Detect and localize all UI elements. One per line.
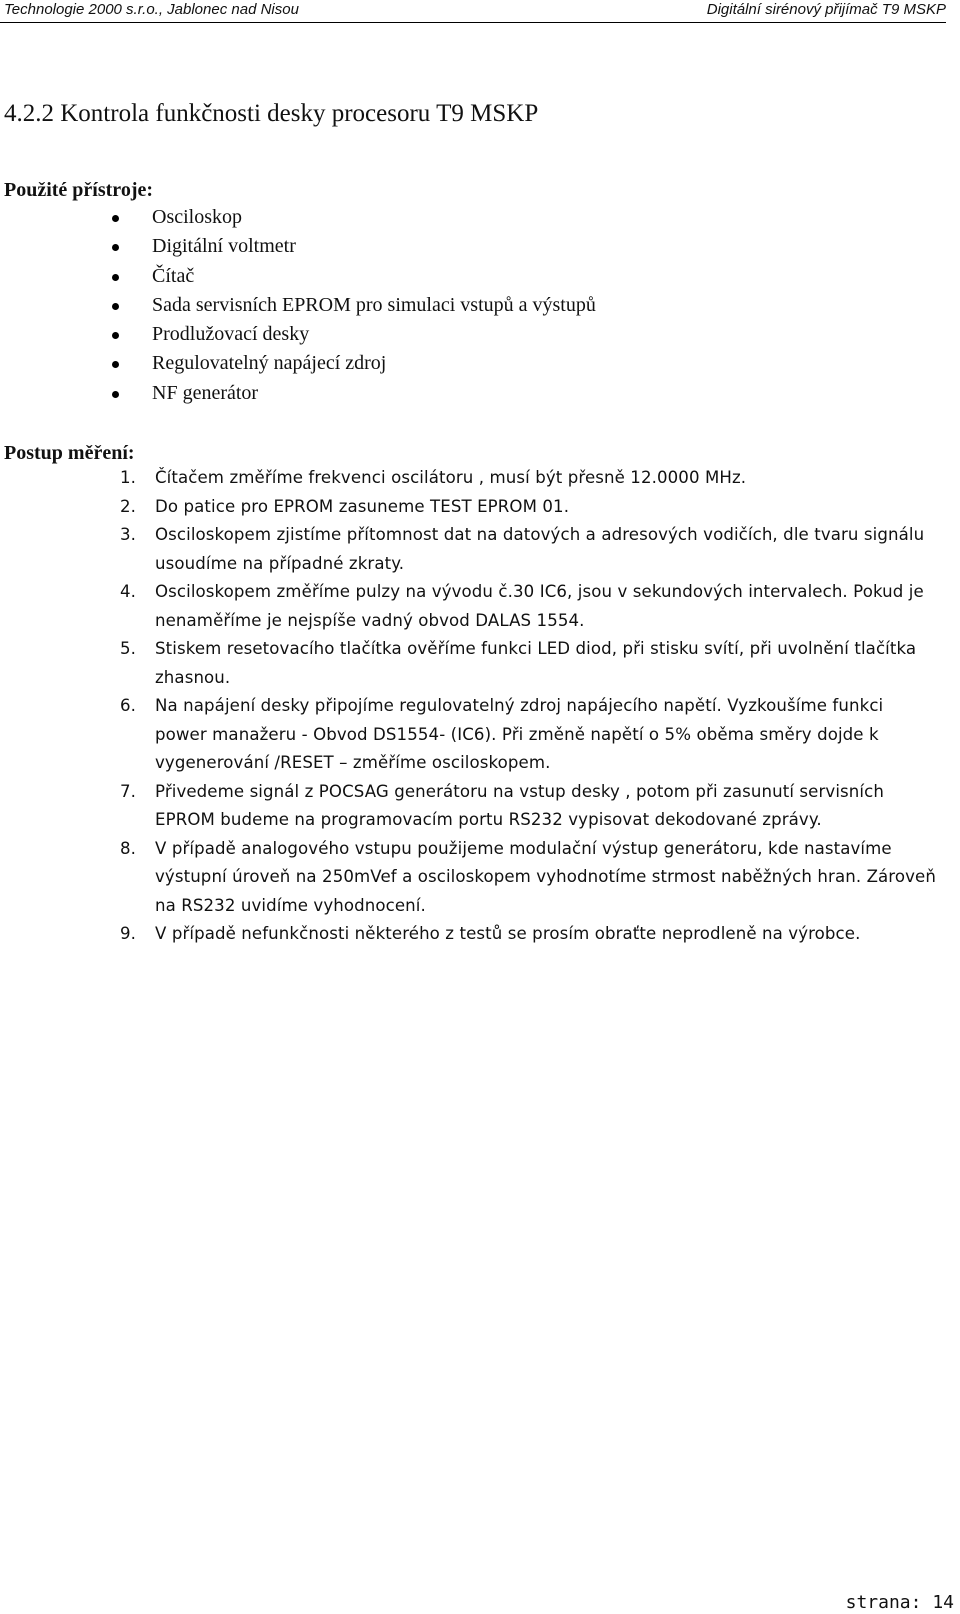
step-number: 1. [120,468,137,487]
list-item [104,232,596,261]
step-text: Osciloskopem zjistíme přítomnost dat na datových a adresových vodičích, dle tvaru signálu usoudíme na případné zkraty. [155,525,925,573]
procedure-step [120,692,940,778]
instrument-label: NF generátor [152,381,259,404]
step-number: 8. [120,838,137,858]
instrument-label: Čítač [152,264,195,287]
step-text: Přivedeme signál z POCSAG generátoru na vstup desky , potom při zasunutí servisních EPROM budeme na programovacím portu RS232 vypisovat dekodované zprávy. [155,781,884,829]
list-item [104,349,596,378]
bullet-icon [112,361,119,368]
header-company: Technologie 2000 s.r.o., Jablonec nad Nisou [4,1,299,18]
step-number: 9. [120,924,137,943]
page-header [0,0,946,23]
instrument-label: Regulovatelný napájecí zdroj [152,352,387,375]
instruments-list [104,203,596,408]
procedure-step [120,920,940,949]
step-number: 6. [120,696,137,715]
instrument-label: Sada servisních EPROM pro simulaci vstupů a výstupů [152,293,596,316]
procedure-step [120,835,940,921]
step-number: 7. [120,781,137,801]
instrument-label: Osciloskop [152,206,242,228]
instrument-label: Prodlužovací desky [152,323,310,346]
header-document-title: Digitální sirénový přijímač T9 MSKP [706,1,946,18]
step-number: 3. [120,525,137,544]
step-number: 2. [120,496,137,516]
list-item [104,320,596,349]
step-number: 5. [120,639,137,658]
step-text: V případě nefunkčnosti některého z testů se prosím obraťte neprodleně na výrobce. [155,924,861,943]
procedure-step [120,464,940,493]
procedure-step [120,635,940,692]
instruments-heading: Použité přístroje: [4,179,154,201]
step-text: Stiskem resetovacího tlačítka ověříme funkci LED diod, při stisku svítí, při uvolnění tlačítka zhasnou. [155,639,917,687]
list-item [104,203,596,232]
page-number: strana: 14 [845,1592,954,1613]
bullet-icon [112,391,119,398]
instrument-label: Digitální voltmetr [152,235,296,258]
procedure-step [120,521,940,578]
section-title: 4.2.2 Kontrola funkčnosti desky procesoru T9 MSKP [4,100,539,127]
step-text: V případě analogového vstupu použijeme modulační výstup generátoru, kde nastavíme výstupní úroveň na 250mVef a osciloskopem vyhodnotíme strmost naběžných hran. Zároveň na RS232 uvidíme vyhodnocení. [155,838,936,915]
list-item [104,291,596,320]
procedure-step [120,778,940,835]
bullet-icon [112,215,119,222]
step-text: Osciloskopem změříme pulzy na vývodu č.30 IC6, jsou v sekundových intervalech. Pokud je nenaměříme je nejspíše vadný obvod DALAS 1554. [155,582,924,630]
step-text: Čítačem změříme frekvenci oscilátoru , musí být přesně 12.0000 MHz. [155,468,747,487]
bullet-icon [112,274,119,281]
procedure-steps [120,464,940,949]
procedure-heading: Postup měření: [4,442,135,464]
step-number: 4. [120,582,137,601]
procedure-step [120,493,940,522]
bullet-icon [112,303,119,310]
list-item [104,379,596,408]
list-item [104,262,596,291]
step-text: Do patice pro EPROM zasuneme TEST EPROM 01. [155,496,570,516]
bullet-icon [112,244,119,251]
step-text: Na napájení desky připojíme regulovatelný zdroj napájecího napětí. Vyzkoušíme funkci power manažeru - Obvod DS1554- (IC6). Při změně napětí o 5% oběma směry dojde k vygenerování /RESET – změříme osciloskopem. [155,696,884,772]
bullet-icon [112,332,119,339]
procedure-step [120,578,940,635]
